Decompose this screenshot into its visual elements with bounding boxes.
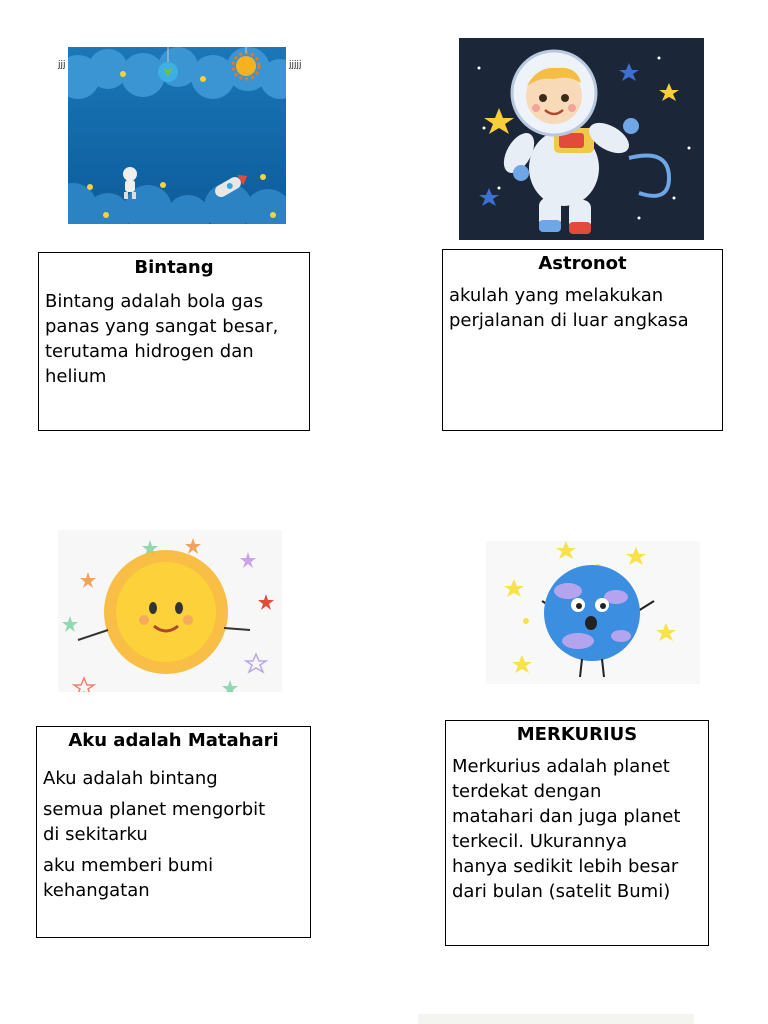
space-clouds-image	[68, 47, 286, 224]
matahari-line: Aku adalah bintang	[43, 768, 218, 789]
bintang-line: Bintang adalah bola gas	[45, 291, 264, 312]
merkurius-line: Merkurius adalah planet	[452, 756, 670, 777]
matahari-line: kehangatan	[43, 880, 150, 901]
merkurius-text	[446, 746, 708, 904]
bintang-line: panas yang sangat besar,	[45, 316, 279, 337]
merkurius-title: MERKURIUS	[516, 724, 638, 745]
merkurius-line: terdekat dengan	[452, 781, 602, 802]
matahari-title: Aku adalah Matahari	[68, 730, 279, 751]
astronot-line: akulah yang melakukan	[449, 285, 664, 306]
bintang-line: terutama hidrogen dan	[45, 341, 254, 362]
bintang-title: Bintang	[134, 257, 214, 278]
matahari-line: semua planet mengorbit	[43, 799, 266, 820]
bintang-text	[39, 279, 309, 389]
bintang-card	[38, 252, 310, 431]
merkurius-card	[445, 720, 709, 946]
merkurius-line: hanya sedikit lebih besar	[452, 856, 679, 877]
matahari-card	[36, 726, 311, 938]
merkurius-line: dari bulan (satelit Bumi)	[452, 881, 671, 902]
partial-image-bottom	[418, 1014, 694, 1024]
sun-image	[58, 530, 282, 692]
astronot-line: perjalanan di luar angkasa	[449, 310, 689, 331]
bintang-line: helium	[45, 366, 107, 387]
astronot-card	[442, 249, 723, 431]
planet-image	[486, 541, 700, 684]
matahari-text	[37, 752, 310, 903]
merkurius-line: terkecil. Ukurannya	[452, 831, 628, 852]
image-mark-left: jjj	[58, 60, 66, 70]
image-mark-right: jjjjj	[289, 60, 302, 70]
astronot-text	[443, 275, 722, 333]
astronaut-image	[459, 38, 704, 240]
matahari-line: di sekitarku	[43, 824, 148, 845]
matahari-line: aku memberi bumi	[43, 855, 214, 876]
merkurius-line: matahari dan juga planet	[452, 806, 681, 827]
astronot-title: Astronot	[538, 253, 627, 274]
